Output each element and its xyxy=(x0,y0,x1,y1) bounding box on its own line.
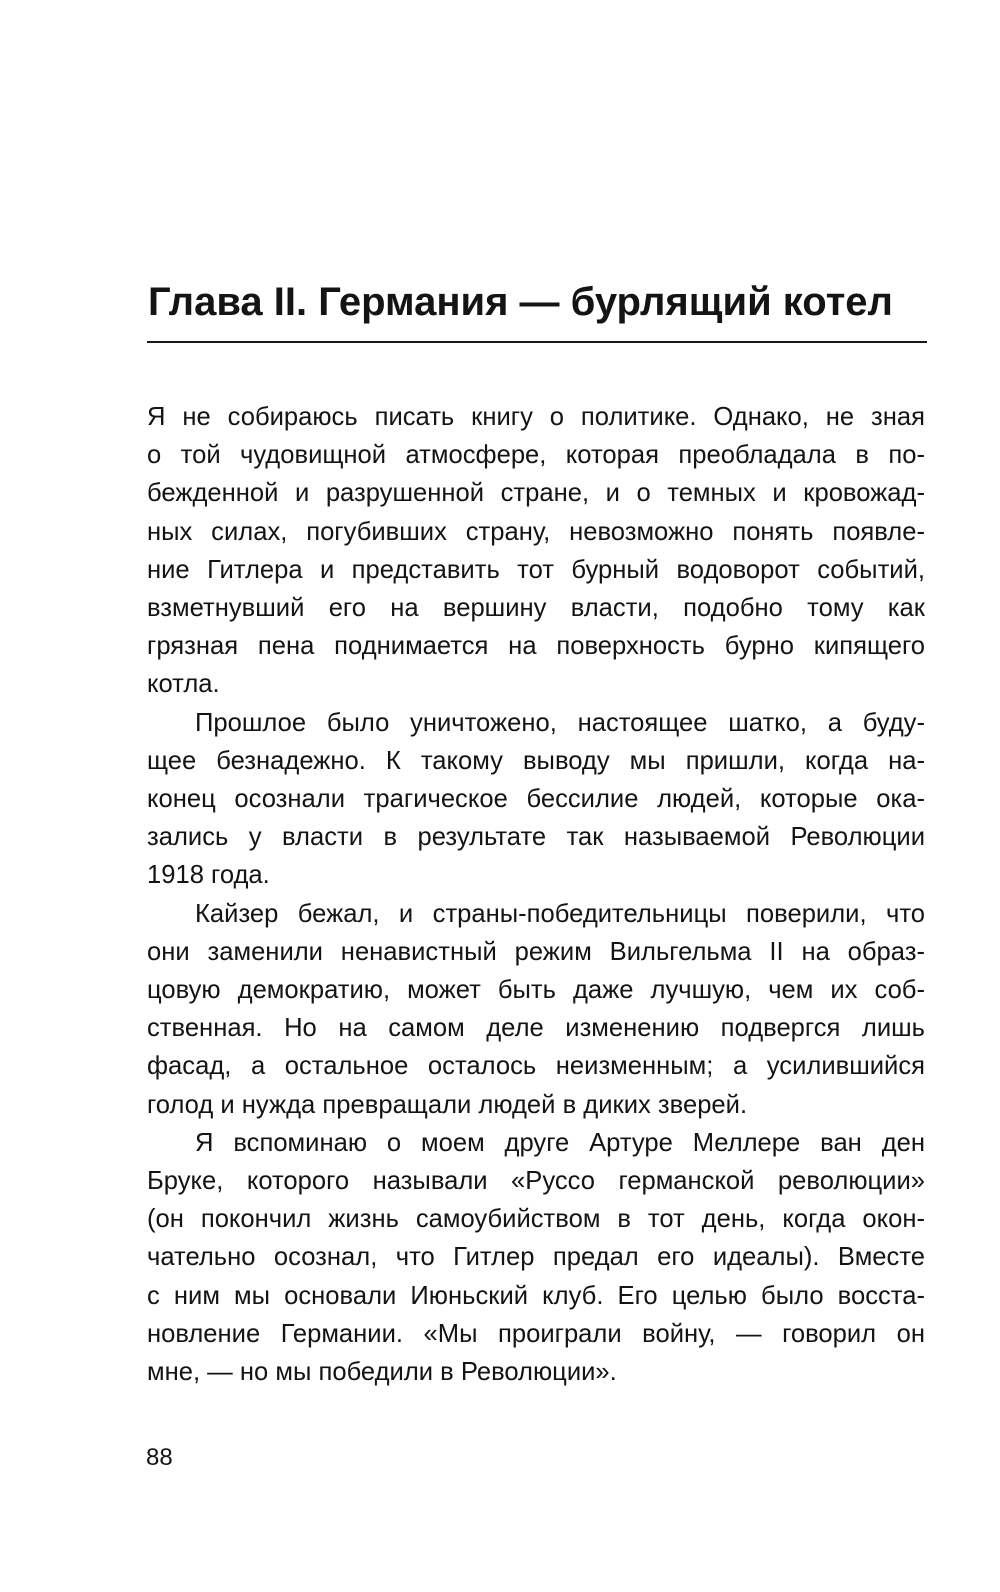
text-line: бежденной и разрушенной стране, и о темных и кровожад- xyxy=(147,479,925,508)
text-line: котла. xyxy=(147,670,220,699)
text-line: (он покончил жизнь самоубийством в тот день, когда окон- xyxy=(147,1205,925,1234)
title-underline xyxy=(147,341,927,343)
paragraph xyxy=(147,895,925,1124)
text-line: взметнувший его на вершину власти, подобно тому как xyxy=(147,594,925,623)
text-line: 1918 года. xyxy=(147,861,270,890)
text-line: ных силах, погубивших страну, невозможно понять появле- xyxy=(147,517,925,546)
text-line: голод и нужда превращали людей в диких зверей. xyxy=(147,1090,748,1119)
text-line: щее безнадежно. К такому выводу мы пришли, когда на- xyxy=(147,746,925,775)
text-line: Прошлое было уничтожено, настоящее шатко, а буду- xyxy=(195,708,925,737)
text-line: цовую демократию, может быть даже лучшую, чем их соб- xyxy=(147,976,925,1005)
chapter-body xyxy=(147,398,925,1391)
text-line: Я вспоминаю о моем друге Артуре Меллере ван ден xyxy=(195,1128,925,1157)
paragraph xyxy=(147,704,925,895)
paragraph xyxy=(147,1124,925,1391)
text-line: они заменили ненавистный режим Вильгельма II на образ- xyxy=(147,937,925,966)
text-line: грязная пена поднимается на поверхность бурно кипящего xyxy=(147,632,925,661)
text-line: Кайзер бежал, и страны-победительницы поверили, что xyxy=(195,899,925,928)
text-line: о той чудовищной атмосфере, которая преобладала в по- xyxy=(147,441,925,470)
text-line: Бруке, которого называли «Руссо германской революции» xyxy=(147,1167,925,1196)
text-line: ние Гитлера и представить тот бурный водоворот событий, xyxy=(147,555,925,584)
paragraph xyxy=(147,398,925,704)
text-line: новление Германии. «Мы проиграли войну, — говорил он xyxy=(147,1319,925,1348)
text-line: мне, — но мы победили в Революции». xyxy=(147,1358,617,1387)
page-number: 88 xyxy=(146,1444,173,1471)
chapter-title: Глава II. Германия — бурлящий котел xyxy=(148,280,893,324)
text-line: фасад, а остальное осталось неизменным; а усилившийся xyxy=(147,1052,925,1081)
text-line: зались у власти в результате так называемой Революции xyxy=(147,823,925,852)
text-line: Я не собираюсь писать книгу о политике. Однако, не зная xyxy=(147,403,925,431)
text-line: чательно осознал, что Гитлер предал его идеалы). Вместе xyxy=(147,1243,925,1272)
text-line: конец осознали трагическое бессилие людей, которые ока- xyxy=(147,785,925,814)
text-line: ственная. Но на самом деле изменению подвергся лишь xyxy=(147,1014,925,1043)
text-line: с ним мы основали Июньский клуб. Его целью было восста- xyxy=(147,1281,925,1310)
